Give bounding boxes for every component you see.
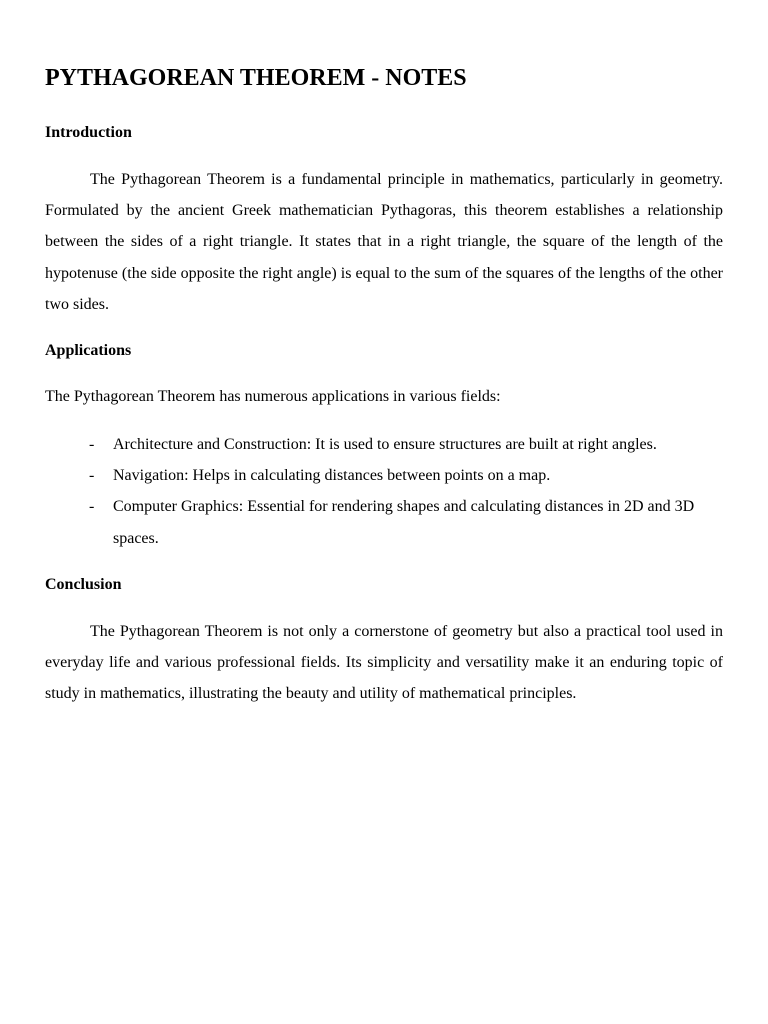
list-item-text: Navigation: Helps in calculating distances between points on a map. [113, 467, 551, 485]
introduction-heading: Introduction [45, 124, 132, 141]
document-title: PYTHAGOREAN THEOREM - NOTES [45, 65, 467, 91]
applications-heading: Applications [45, 342, 132, 359]
bullet-marker: - [89, 436, 95, 453]
list-item [45, 491, 723, 553]
applications-list [45, 429, 723, 554]
list-item [45, 460, 723, 491]
list-item [45, 429, 723, 460]
introduction-paragraph: The Pythagorean Theorem is a fundamental principle in mathematics, particularly in geometry. Formulated by the ancient Greek mathematician Pythagoras, this theorem establishes a relationship between the sides of a right triangle. It states that in a right triangle, the square of the length of the hypotenuse (the side opposite the right angle) is equal to the sum of the squares of the lengths of the other two sides. [45, 171, 723, 313]
bullet-marker: - [89, 467, 95, 485]
applications-lead: The Pythagorean Theorem has numerous applications in various fields: [45, 388, 501, 405]
conclusion-heading: Conclusion [45, 576, 122, 593]
bullet-marker: - [89, 498, 95, 516]
list-item-text: Computer Graphics: Essential for rendering shapes and calculating distances in 2D and 3D spaces. [113, 498, 695, 547]
list-item-text: Architecture and Construction: It is used to ensure structures are built at right angles. [113, 436, 657, 453]
conclusion-paragraph: The Pythagorean Theorem is not only a cornerstone of geometry but also a practical tool used in everyday life and various professional fields. Its simplicity and versatility make it an enduring topic of study in mathematics, illustrating the beauty and utility of mathematical principles. [45, 623, 723, 703]
